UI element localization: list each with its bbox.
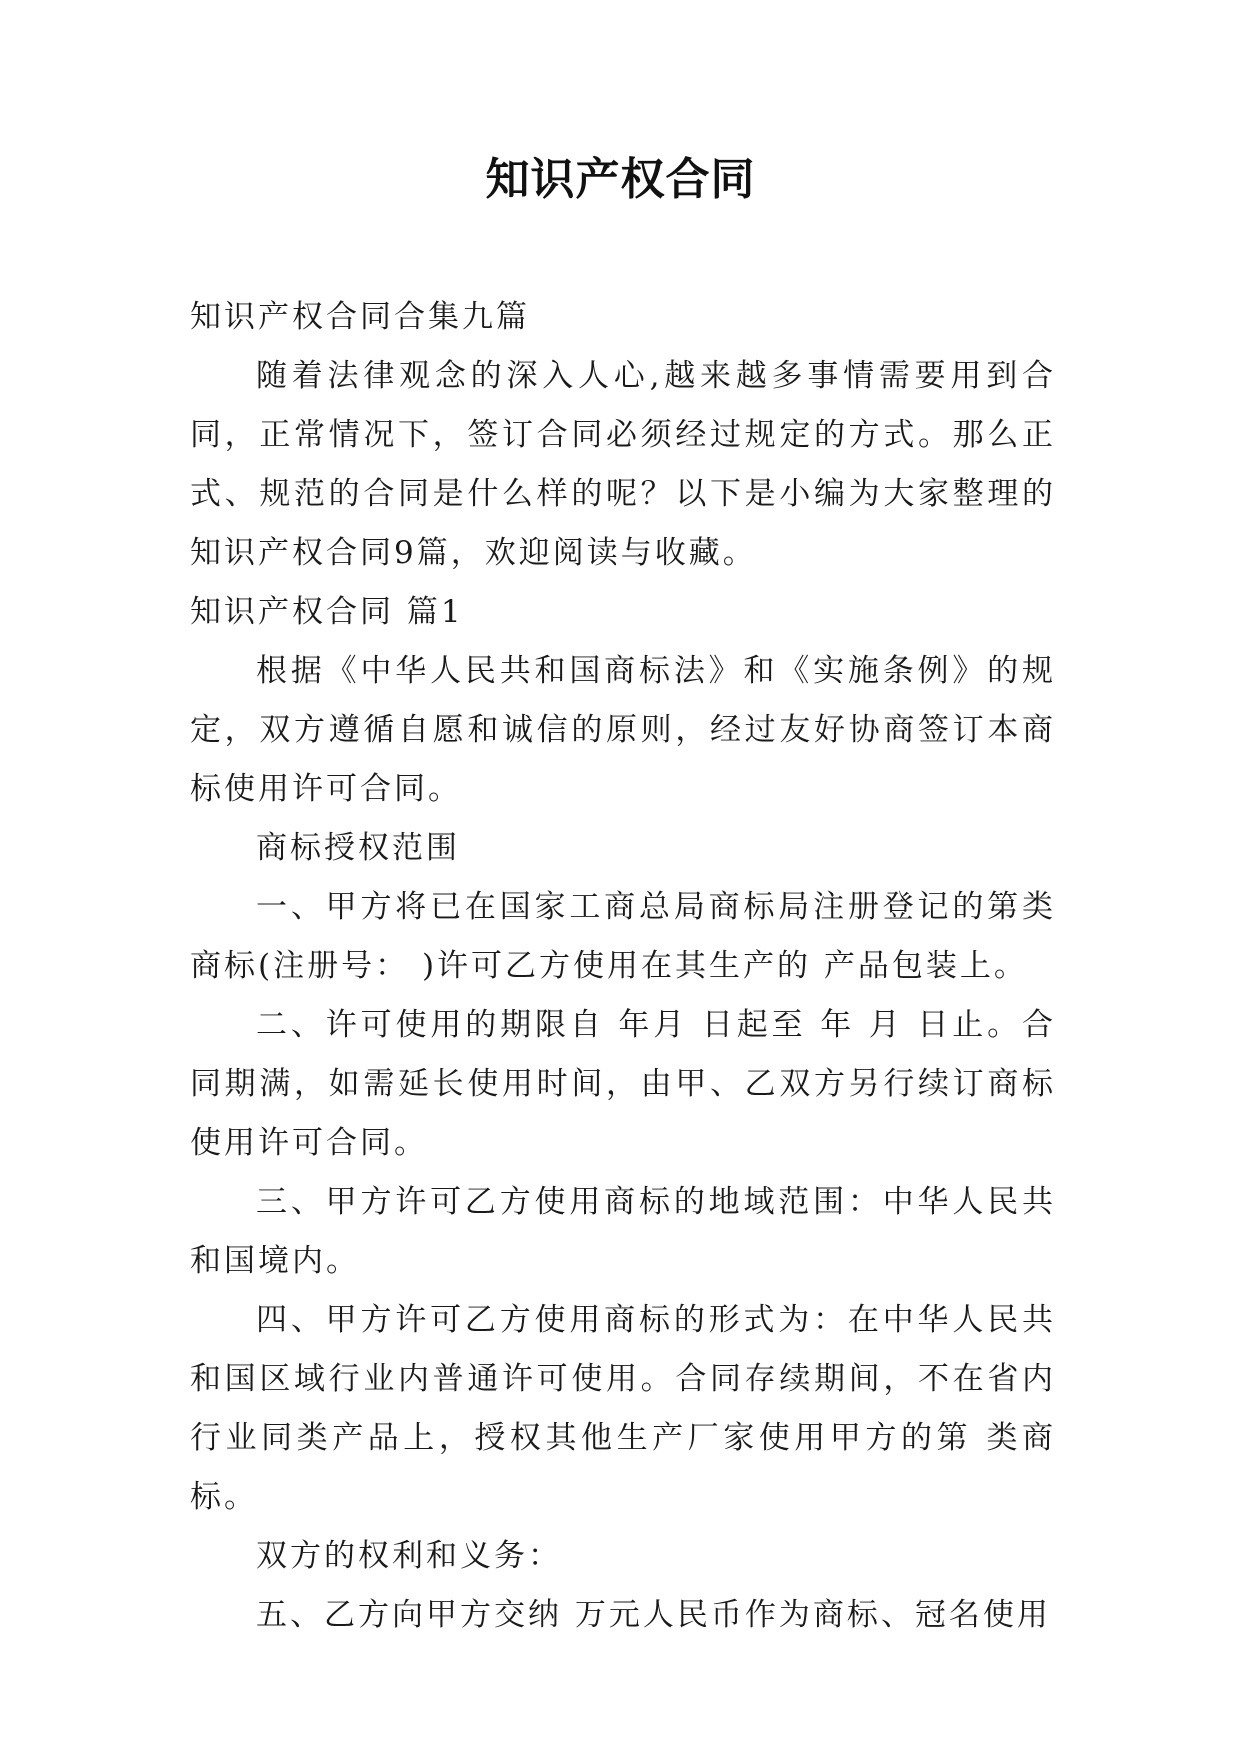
document-body bbox=[190, 288, 1056, 1645]
preamble-paragraph: 根据《中华人民共和国商标法》和《实施条例》的规定，双方遵循自愿和诚信的原则，经过友好协商签订本商标使用许可合同。 bbox=[190, 653, 1056, 807]
clause-5: 五、乙方向甲方交纳 万元人民币作为商标、冠名使用 bbox=[256, 1597, 1051, 1633]
clause-3: 三、甲方许可乙方使用商标的地域范围：中华人民共和国境内。 bbox=[190, 1184, 1056, 1279]
subheading-rights: 双方的权利和义务： bbox=[256, 1538, 562, 1574]
document-title: 知识产权合同 bbox=[485, 154, 756, 205]
clause-4: 四、甲方许可乙方使用商标的形式为：在中华人民共和国区域行业内普通许可使用。合同存续期间，不在省内 行业同类产品上，授权其他生产厂家使用甲方的第 类商标。 bbox=[190, 1302, 1056, 1515]
clause-2: 二、许可使用的期限自 年月 日起至 年 月 日止。合同期满，如需延长使用时间，由甲、乙双方另行续订商标使用许可合同。 bbox=[190, 1007, 1056, 1161]
subheading-scope: 商标授权范围 bbox=[256, 830, 460, 866]
clause-1: 一、甲方将已在国家工商总局商标局注册登记的第类商标(注册号： )许可乙方使用在其生产的 产品包装上。 bbox=[190, 889, 1056, 984]
intro-paragraph: 随着法律观念的深入人心,越来越多事情需要用到合同，正常情况下，签订合同必须经过规定的方式。那么正式、规范的合同是什么样的呢？以下是小编为大家整理的知识产权合同9篇，欢迎阅读与收藏。 bbox=[190, 358, 1056, 571]
collection-heading: 知识产权合同合集九篇 bbox=[190, 299, 530, 335]
section-heading: 知识产权合同 篇1 bbox=[190, 594, 464, 630]
